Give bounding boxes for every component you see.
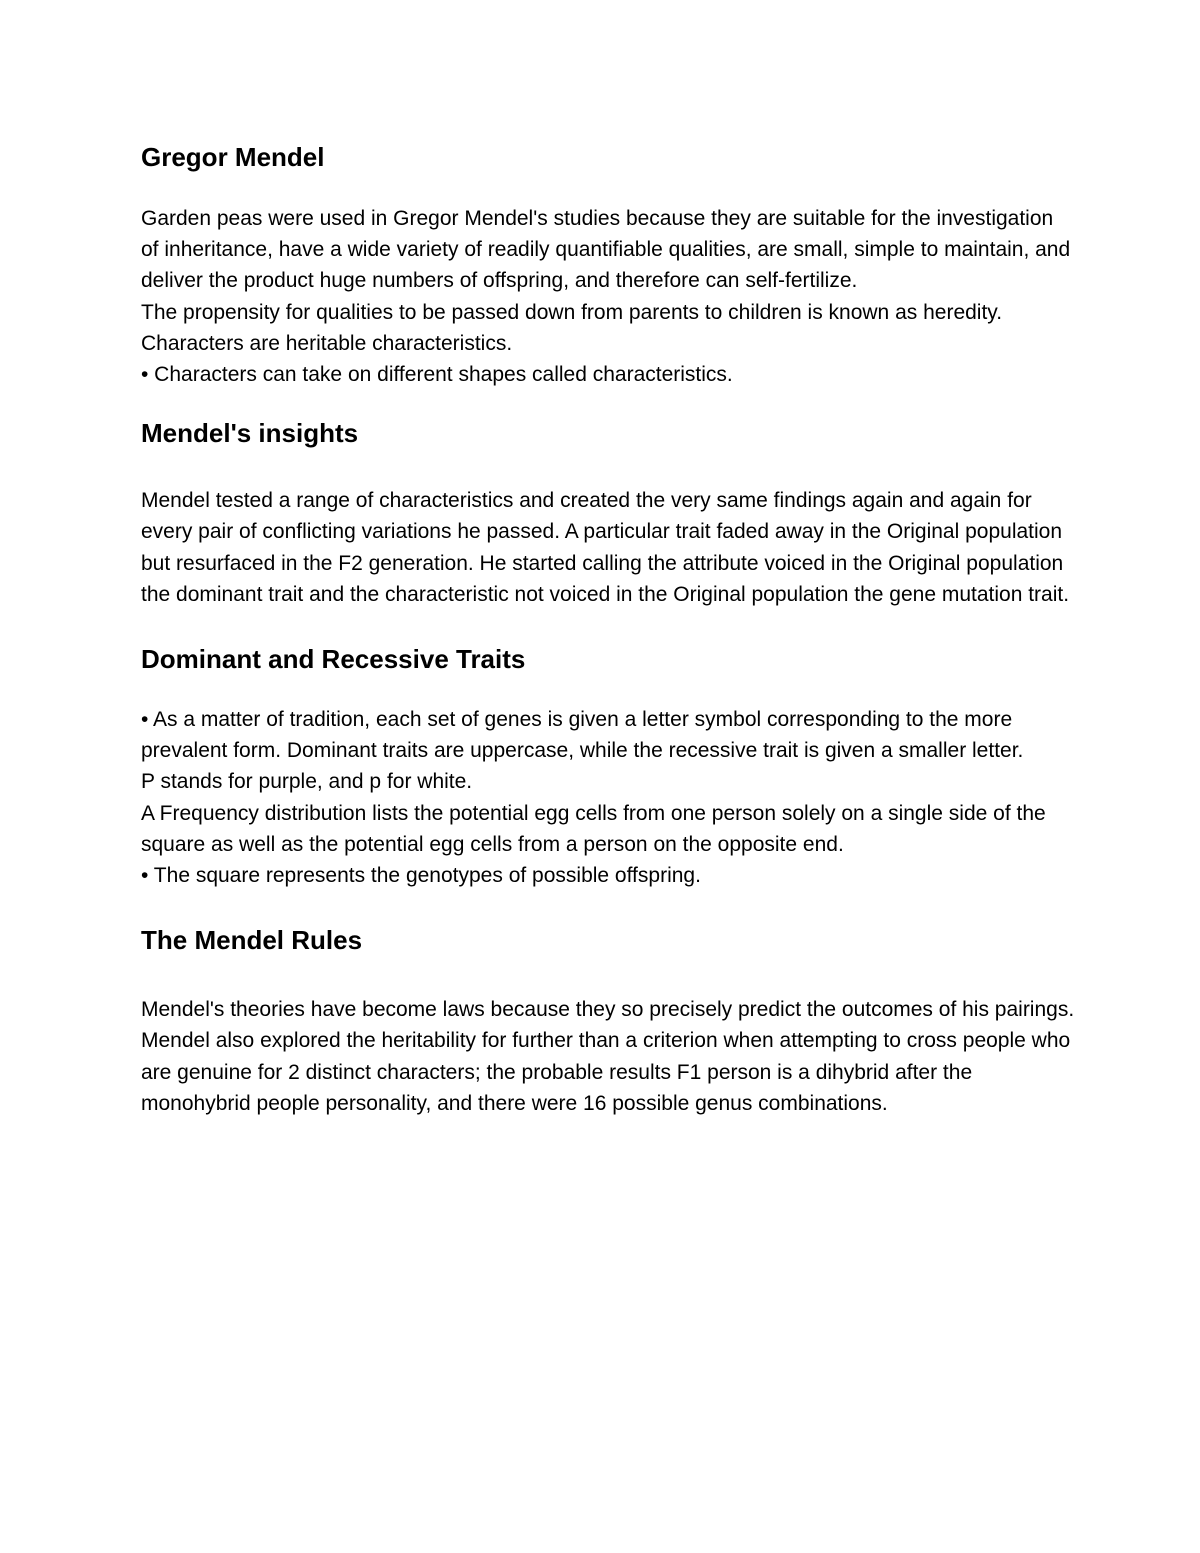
section-heading: Dominant and Recessive Traits bbox=[141, 644, 526, 675]
section-heading: Gregor Mendel bbox=[141, 142, 325, 172]
paragraph: A Frequency distribution lists the potential egg cells from one person solely on a single side of the square as well as the potential egg cells from a person on the opposite end. bbox=[141, 801, 1046, 856]
paragraph: Mendel also explored the heritability for further than a criterion when attempting to cross people who are genuine for 2 distinct characters; the probable results F1 person is a dihybrid after the monohybrid people personality, and there were 16 possible genus combinations. bbox=[141, 1029, 1071, 1115]
paragraph: Mendel's theories have become laws because they so precisely predict the outcomes of his pairings. bbox=[141, 998, 1075, 1022]
section-dominant-recessive-traits bbox=[141, 640, 1076, 891]
paragraph: Garden peas were used in Gregor Mendel's studies because they are suitable for the investigation of inheritance, have a wide variety of readily quantifiable qualities, are small, simple to maintain, and deliver the product huge numbers of offspring, and therefore can self-fertilize. bbox=[141, 207, 1071, 293]
paragraph: Mendel tested a range of characteristics and created the very same findings again and again for every pair of conflicting variations he passed. A particular trait faded away in the Original population but resurfaced in the F2 generation. He started calling the attribute voiced in the Original population the dominant trait and the characteristic not voiced in the Original population the gene mutation trait. bbox=[141, 489, 1070, 606]
section-mendels-insights bbox=[141, 414, 1076, 610]
section-heading: The Mendel Rules bbox=[141, 925, 363, 956]
paragraph: Characters are heritable characteristics. bbox=[141, 331, 513, 355]
section-gregor-mendel bbox=[141, 138, 1076, 390]
paragraph: The propensity for qualities to be passed down from parents to children is known as heredity. bbox=[141, 300, 1003, 324]
document-page bbox=[141, 138, 1076, 1119]
section-heading: Mendel's insights bbox=[141, 418, 359, 449]
section-mendel-rules bbox=[141, 921, 1076, 1119]
bullet-paragraph: • Characters can take on different shapes called characteristics. bbox=[141, 363, 733, 387]
bullet-paragraph: • As a matter of tradition, each set of genes is given a letter symbol corresponding to the more prevalent form. Dominant traits are uppercase, while the recessive trait is given a smaller letter. bbox=[141, 708, 1024, 763]
paragraph: P stands for purple, and p for white. bbox=[141, 770, 473, 794]
bullet-paragraph: • The square represents the genotypes of possible offspring. bbox=[141, 864, 701, 888]
